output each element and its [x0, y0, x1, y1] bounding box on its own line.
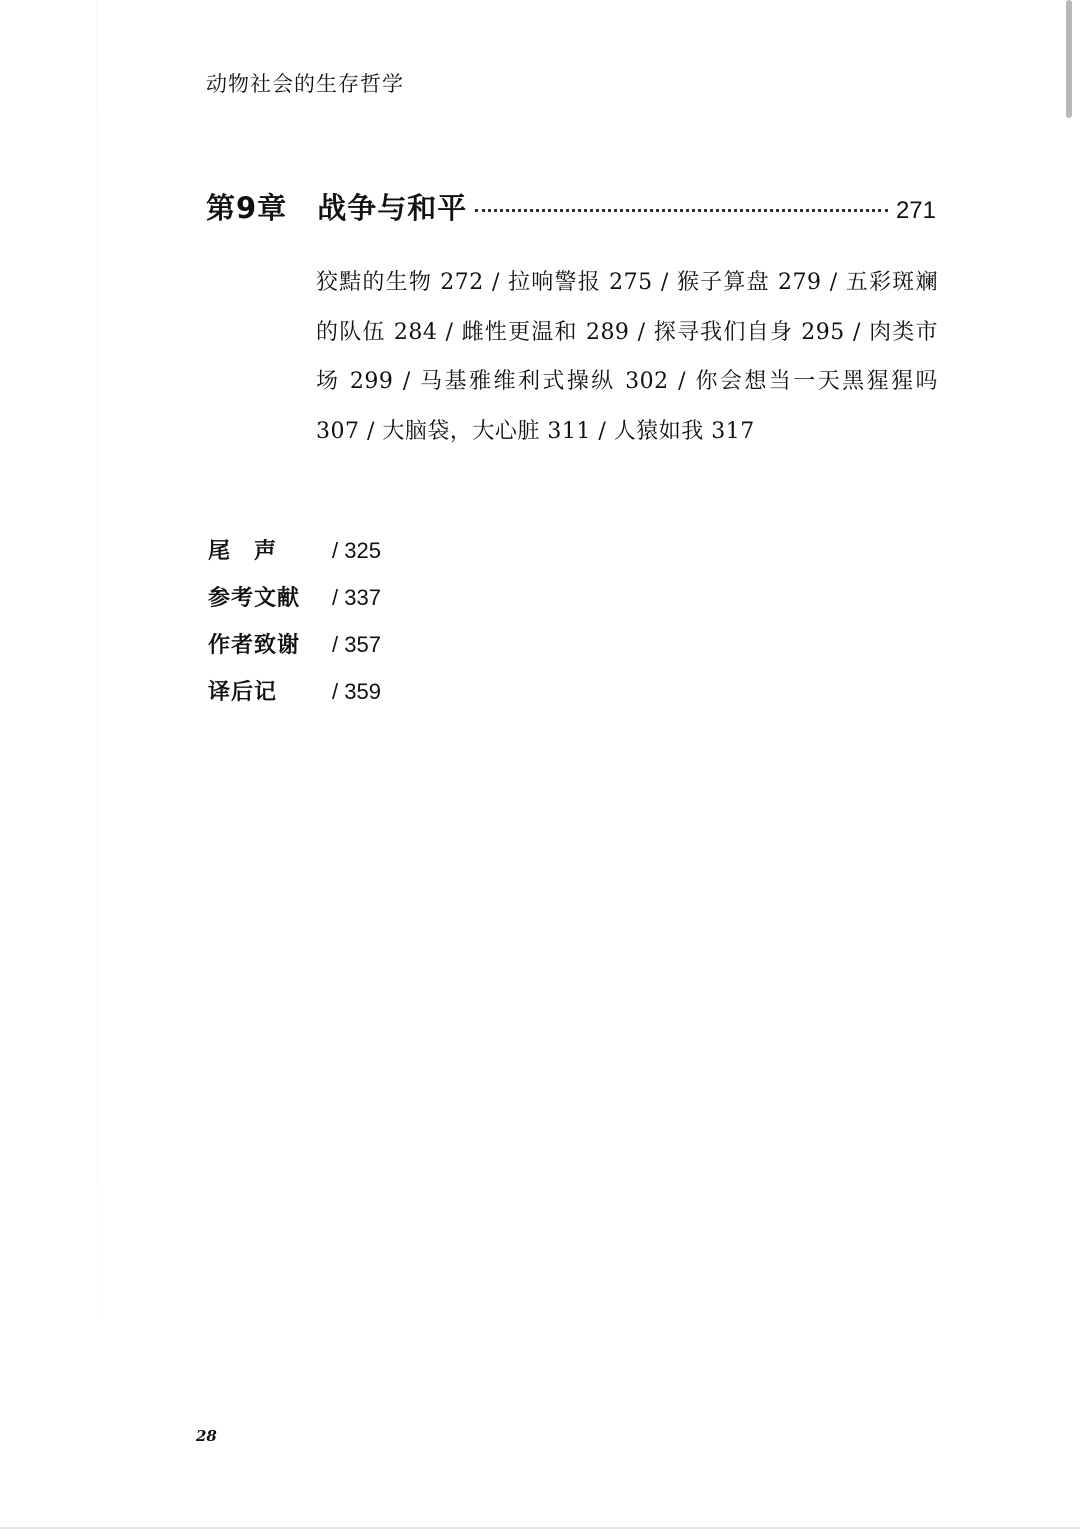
toc-entry-page: / 325 — [332, 538, 381, 563]
toc-entry-label: 译后记 — [208, 680, 278, 705]
scrollbar-thumb[interactable] — [1066, 0, 1072, 118]
toc-entry-label: 作者致谢 — [208, 633, 301, 658]
toc-entry-page: / 357 — [332, 632, 381, 657]
toc-entry-page: / 337 — [332, 585, 381, 610]
vertical-scrollbar[interactable] — [1058, 0, 1080, 1529]
chapter-page-number: 271 — [895, 197, 936, 224]
chapter-title: 战争与和平 — [317, 191, 468, 225]
toc-entry-epilogue[interactable] — [208, 534, 381, 581]
dot-leader — [475, 209, 888, 212]
running-head: 动物社会的生存哲学 — [206, 72, 404, 96]
chapter-number: 第9章 — [206, 191, 288, 225]
toc-entry-acknowledgments[interactable] — [208, 628, 381, 675]
back-matter-list — [208, 534, 381, 722]
toc-entry-label: 参考文献 — [208, 586, 301, 611]
page-folio-number: 28 — [196, 1427, 217, 1445]
chapter-section-list: 狡黠的生物 272 / 拉响警报 275 / 猴子算盘 279 / 五彩斑斓的队伍 284 / 雌性更温和 289 / 探寻我们自身 295 / 肉类市场 299 / 马基雅维利式操纵 302 / 你会想当一天黑猩猩吗 307 / 大脑袋，大心脏 311 / 人猿如我 317 — [316, 270, 938, 444]
toc-entry-translator-afterword[interactable] — [208, 675, 381, 722]
page-edge-shadow — [97, 0, 98, 1320]
toc-entry-label: 尾 声 — [208, 539, 278, 564]
toc-entry-references[interactable] — [208, 581, 381, 628]
toc-entry-page: / 359 — [332, 679, 381, 704]
toc-chapter-entry[interactable] — [206, 186, 936, 227]
